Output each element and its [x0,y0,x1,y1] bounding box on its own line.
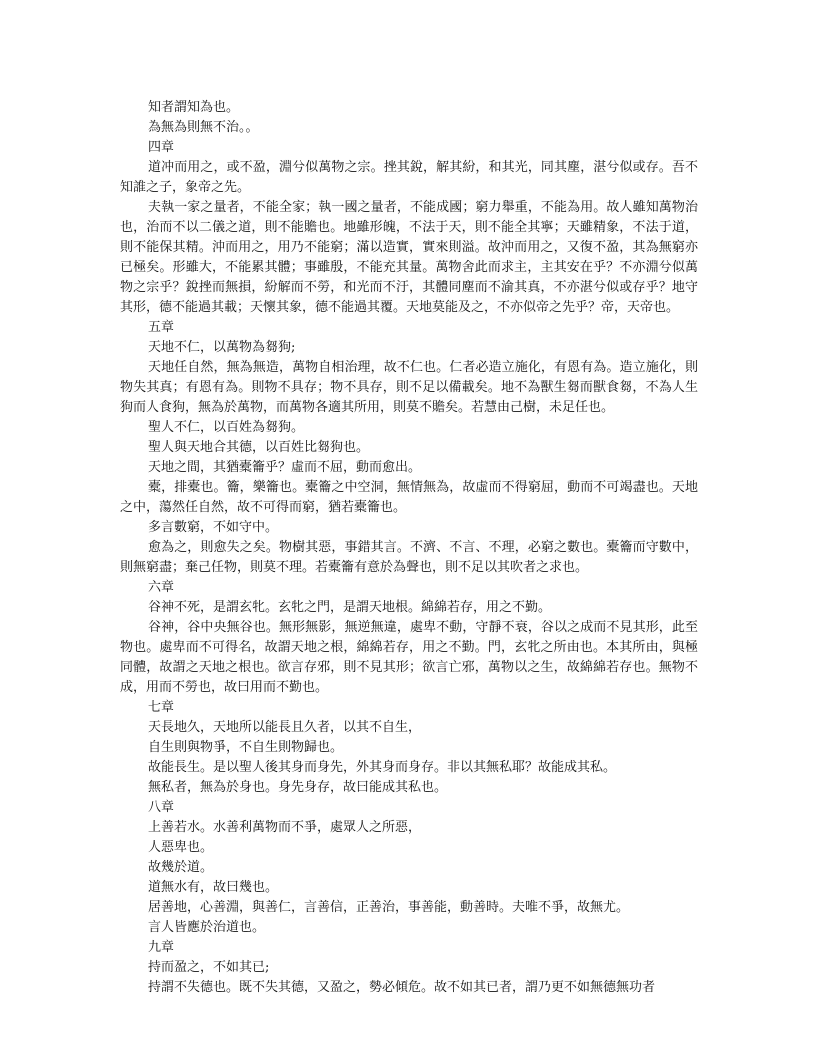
text-line: 人惡卑也。 [148,840,214,855]
chapter-heading: 五章 [148,320,175,335]
text-line: 谷神不死，是謂玄牝。玄牝之門，是謂天地根。綿綿若存，用之不勤。 [148,600,552,615]
text-line: 天地不仁，以萬物為芻狗; [148,340,296,355]
text-line: 持而盈之，不如其已; [148,960,270,975]
text-line: 故能長生。是以聖人後其身而身先，外其身而身存。非以其無私耶？故能成其私。 [148,760,617,775]
chapter-heading: 七章 [148,700,175,715]
text-line: 聖人與天地合其德，以百姓比芻狗也。 [148,440,370,455]
text-line: 知者謂知為也。 [148,100,240,115]
text-line: 持謂不失德也。既不失其德，又盈之，勢必傾危。故不如其已者，謂乃更不如無德無功者 [148,980,656,995]
text-line: 無私者，無為於身也。身先身存，故曰能成其私也。 [148,780,448,795]
chapter-heading: 九章 [148,940,175,955]
text-line: 言人皆應於治道也。 [148,920,266,935]
paragraph: 天地任自然，無為無造，萬物自相治理，故不仁也。仁者必造立施化，有恩有為。造立施化，則物失其真；有恩有為。則物不具存；物不具存，則不足以備載矣。地不為獸生芻而獸食芻，不為人生狗而人食狗，無為於萬物，而萬物各適其所用，則莫不贍矣。若慧由己樹，未足任也。 [120,360,698,415]
text-line: 上善若水。水善利萬物而不爭，處眾人之所惡， [148,820,422,835]
text-line: 為無為則無不治。。 [148,120,259,135]
paragraph: 夫執一家之量者，不能全家；執一國之量者，不能成國；窮力舉重，不能為用。故人雖知萬物治也，治而不以二儀之道，則不能贍也。地雖形魄，不法于天，則不能全其寧；天雖精象，不法于道，則不能保其精。沖而用之，用乃不能窮；滿以造實，實來則溢。故沖而用之，又復不盈，其為無窮亦已極矣。形雖大，不能累其體；事雖殷，不能充其量。萬物舍此而求主，主其安在乎？不亦淵兮似萬物之宗乎？銳挫而無損，紛解而不勞，和光而不汙，其體同塵而不渝其真，不亦湛兮似或存乎？地守其形，德不能過其載；天懷其象，德不能過其覆。天地莫能及之，不亦似帝之先乎？帝，天帝也。 [120,200,698,315]
paragraph: 谷神，谷中央無谷也。無形無影，無逆無違，處卑不動，守靜不衰，谷以之成而不見其形，此至物也。處卑而不可得名，故謂天地之根，綿綿若存，用之不勤。門，玄牝之所由也。本其所由，與極同體，故謂之天地之根也。欲言存邪，則不見其形；欲言亡邪，萬物以之生，故綿綿若存也。無物不成，用而不勞也，故曰用而不勤也。 [120,620,698,695]
text-line: 居善地，心善淵，與善仁，言善信，正善治，事善能，動善時。夫唯不爭，故無尤。 [148,900,630,915]
text-line: 多言數窮，不如守中。 [148,520,279,535]
paragraph: 道冲而用之，或不盈，淵兮似萬物之宗。挫其銳，解其紛，和其光，同其塵，湛兮似或存。吾不知誰之子，象帝之先。 [120,160,698,195]
chapter-heading: 四章 [148,140,175,155]
text-line: 天地之間，其猶橐籥乎？虛而不屈，動而愈出。 [148,460,422,475]
chapter-heading: 六章 [148,580,175,595]
document-body [120,98,698,998]
text-line: 道無水有，故曰幾也。 [148,880,279,895]
text-line: 自生則與物爭，不自生則物歸也。 [148,740,344,755]
paragraph: 橐，排橐也。籥，樂籥也。橐籥之中空洞，無情無為，故虛而不得窮屈，動而不可竭盡也。天地之中，蕩然任自然，故不可得而窮，猶若橐籥也。 [120,480,698,515]
text-line: 天長地久，天地所以能長且久者，以其不自生， [148,720,422,735]
chapter-heading: 八章 [148,800,175,815]
text-line: 聖人不仁，以百姓為芻狗。 [148,420,305,435]
paragraph: 愈為之，則愈失之矣。物樹其惡，事錯其言。不濟、不言、不理，必窮之數也。橐籥而守數中，則無窮盡；棄己任物，則莫不理。若橐籥有意於為聲也，則不足以其吹者之求也。 [120,540,698,575]
text-line: 故幾於道。 [148,860,214,875]
